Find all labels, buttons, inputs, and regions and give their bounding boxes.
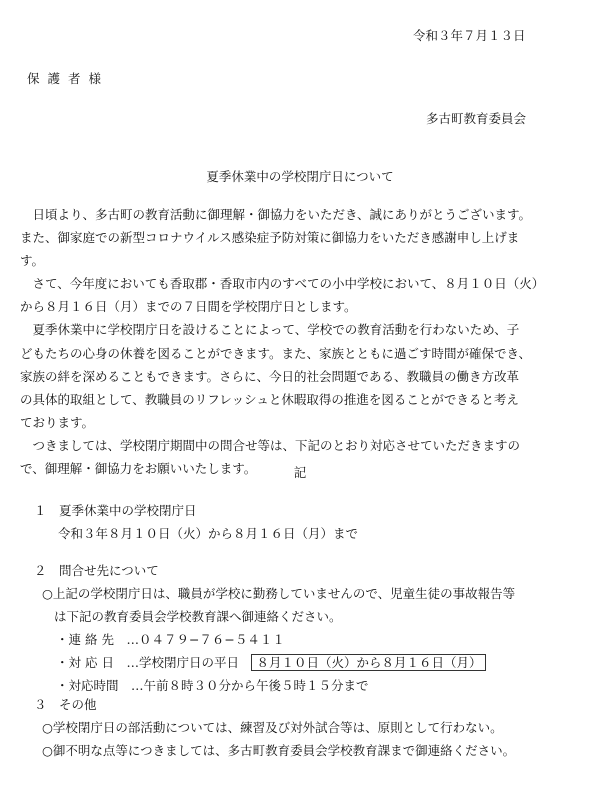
body-line: の具体的取組として、教職員のリフレッシュと休暇取得の推進を図ることができると考え (20, 391, 519, 407)
section-heading: ３ その他 (34, 697, 97, 712)
response-dates-box: ８月１０日（火）から８月１６日（月） (251, 654, 486, 671)
body-line: から８月１６日（月）までの７日間を学校閉庁日とします。 (20, 299, 357, 315)
document-title: 夏季休業中の学校閉庁日について (206, 169, 394, 184)
body-line: 夏季休業中に学校閉庁日を設けることによって、学校での教育活動を行わないため、子 (20, 322, 520, 338)
body-line: 家族の絆を深めることもできます。さらに、今日的社会問題である、教職員の働き方改革 (20, 368, 520, 384)
contact-note-line: は下記の教育委員会学校教育課へ御連絡ください。 (54, 609, 342, 624)
section-contact (34, 559, 515, 697)
ki-heading: 記 (293, 465, 307, 480)
document-date: 令和３年７月１３日 (413, 28, 526, 43)
closure-period: 令和３年８月１０日（火）から８月１６日（月）まで (58, 526, 359, 541)
section-other (34, 693, 515, 762)
body-line: で、御理解・御協力をお願いいたします。 (20, 461, 257, 477)
body-line: また、御家庭での新型コロナウイルス感染症予防対策に御協力をいただき感謝申し上げま (20, 230, 520, 246)
section-heading: １ 夏季休業中の学校閉庁日 (34, 503, 197, 518)
body-line: ております。 (20, 414, 95, 430)
contact-phone: ０４７９−７６−５４１１ (138, 632, 285, 647)
body-text (20, 203, 580, 480)
hours-label: ・対応時間 … (56, 678, 144, 693)
response-label: ・対 応 日 …学校閉庁日の平日 (56, 655, 239, 670)
body-line: つきましては、学校閉庁期間中の問合せ等は、下記のとおり対応させていただきますの (20, 437, 521, 453)
other-note-line: ○学校閉庁日の部活動については、練習及び対外試合等は、原則として行わない。 (42, 720, 503, 735)
body-line: さて、今年度においても香取郡・香取市内のすべての小中学校において、８月１０日（火） (20, 276, 545, 292)
section-heading: ２ 問合せ先について (34, 563, 159, 578)
response-days-row (34, 651, 515, 674)
contact-phone-row (34, 628, 515, 651)
hours-value: 午前８時３０分から午後５時１５分まで (143, 678, 369, 693)
other-note-line: ○御不明な点等につきましては、多古町教育委員会学校教育課まで御連絡ください。 (42, 743, 516, 758)
body-line: す。 (20, 253, 45, 269)
section-closure-dates (34, 499, 358, 545)
contact-label: ・連 絡 先 … (56, 632, 139, 647)
addressee: 保護者様 (27, 71, 110, 86)
contact-note-line: ○上記の学校閉庁日は、職員が学校に勤務していませんので、児童生徒の事故報告等 (42, 586, 516, 601)
sender: 多古町教育委員会 (426, 111, 527, 126)
body-line: どもたちの心身の休養を図ることができます。また、家族とともに過ごす時間が確保でき、 (20, 345, 532, 361)
body-line: 日頃より、多古町の教育活動に御理解・御協力をいただき、誠にありがとうございます。 (20, 207, 532, 222)
